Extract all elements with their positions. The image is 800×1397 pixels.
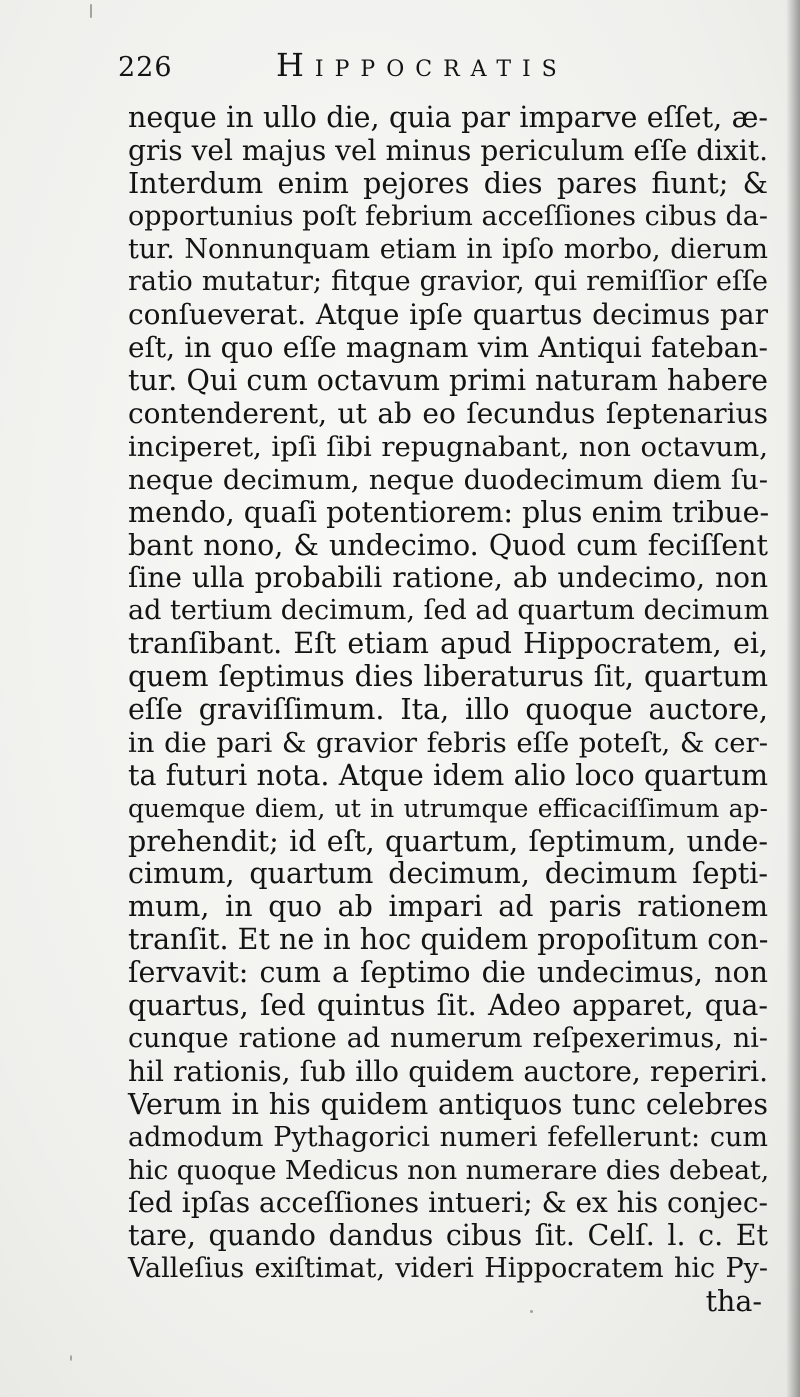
body-text <box>128 102 768 1319</box>
text-line: admodum Pythagorici numeri fefellerunt: cum <box>128 1121 768 1153</box>
text-line: Verum in his quidem antiquos tunc celebres <box>128 1087 768 1121</box>
running-head: Hippocratis <box>276 46 568 84</box>
text-line: ta futuri nota. Atque idem alio loco quartum <box>128 758 768 792</box>
text-line: neque in ullo die, quia par imparve eſſet, æ- <box>128 101 768 134</box>
print-speck <box>530 1310 533 1313</box>
text-line: eſt, in quo eſſe magnam vim Antiqui fateban- <box>128 331 768 365</box>
text-line: tur. Qui cum octavum primi naturam habere <box>128 364 768 398</box>
text-line: tranſit. Et ne in hoc quidem propoſitum con- <box>128 923 769 957</box>
text-line: tranſibant. Eſt etiam apud Hippocratem, ei, <box>128 627 768 661</box>
text-line: tur. Nonnunquam etiam in ipſo morbo, dierum <box>128 233 768 265</box>
text-line: conſueverat. Atque ipſe quartus decimus par <box>128 298 768 332</box>
print-speck <box>70 1355 72 1361</box>
text-line: quemque diem, ut in utrumque efficaciſſimum ap- <box>128 793 768 823</box>
text-line: mendo, quaſi potentiorem: plus enim tribue- <box>128 495 770 529</box>
print-speck <box>90 4 92 18</box>
text-line: prehendit; id eſt, quartum, ſeptimum, unde- <box>128 824 768 858</box>
text-line: quartus, ſed quintus ſit. Adeo apparet, qua- <box>128 989 768 1023</box>
text-line: neque decimum, neque duodecimum diem ſu- <box>128 463 768 496</box>
text-line: ratio mutatur; fitque gravior, qui remiſſior eſſe <box>128 266 768 298</box>
text-line: hic quoque Medicus non numerare dies debeat, <box>128 1154 770 1186</box>
text-line: bant nono, & undecimo. Quod cum feciſſent <box>128 528 768 562</box>
text-line: ſervavit: cum a ſeptimo die undecimus, non <box>128 956 768 990</box>
text-line: ſed ipſas acceſſiones intueri; & ex his conjec- <box>128 1186 768 1220</box>
text-line: contenderent, ut ab eo ſecundus ſeptenarius <box>128 397 768 431</box>
text-line: cimum, quartum decimum, decimum ſepti- <box>128 857 768 891</box>
text-line: in die pari & gravior febris eſſe poteſt, & cer- <box>128 726 768 759</box>
text-line: opportunius poſt febrium acceſſiones cibus da- <box>128 200 768 232</box>
page-header <box>118 46 638 86</box>
text-line: gris vel majus vel minus periculum eſſe dixit. <box>128 133 768 167</box>
text-line: cunque ratione ad numerum reſpexerimus, ni- <box>128 1022 768 1054</box>
text-line: Valleſius exiſtimat, videri Hippocratem hic Py- <box>128 1253 768 1285</box>
text-line: tare, quando dandus cibus ſit. Celſ. l. c. Et <box>128 1219 768 1253</box>
text-line: ad tertium decimum, ſed ad quartum decimum <box>128 595 770 627</box>
page-number: 226 <box>118 52 173 83</box>
text-line: quem ſeptimus dies liberaturus ſit, quartum <box>128 660 768 694</box>
text-line: eſſe graviſſimum. Ita, illo quoque auctore, <box>128 693 768 727</box>
text-line: hil rationis, ſub illo quidem auctore, reperiri. <box>128 1054 768 1088</box>
catchword: tha- <box>705 1285 762 1319</box>
text-line: Interdum enim pejores dies pares fiunt; & <box>128 166 768 200</box>
text-line: ſine ulla probabili ratione, ab undecimo, non <box>128 561 768 595</box>
text-line: inciperet, ipſi ſibi repugnabant, non octavum, <box>128 430 768 463</box>
page-edge-shadow <box>786 0 800 1397</box>
text-line: mum, in quo ab impari ad paris rationem <box>128 890 768 924</box>
